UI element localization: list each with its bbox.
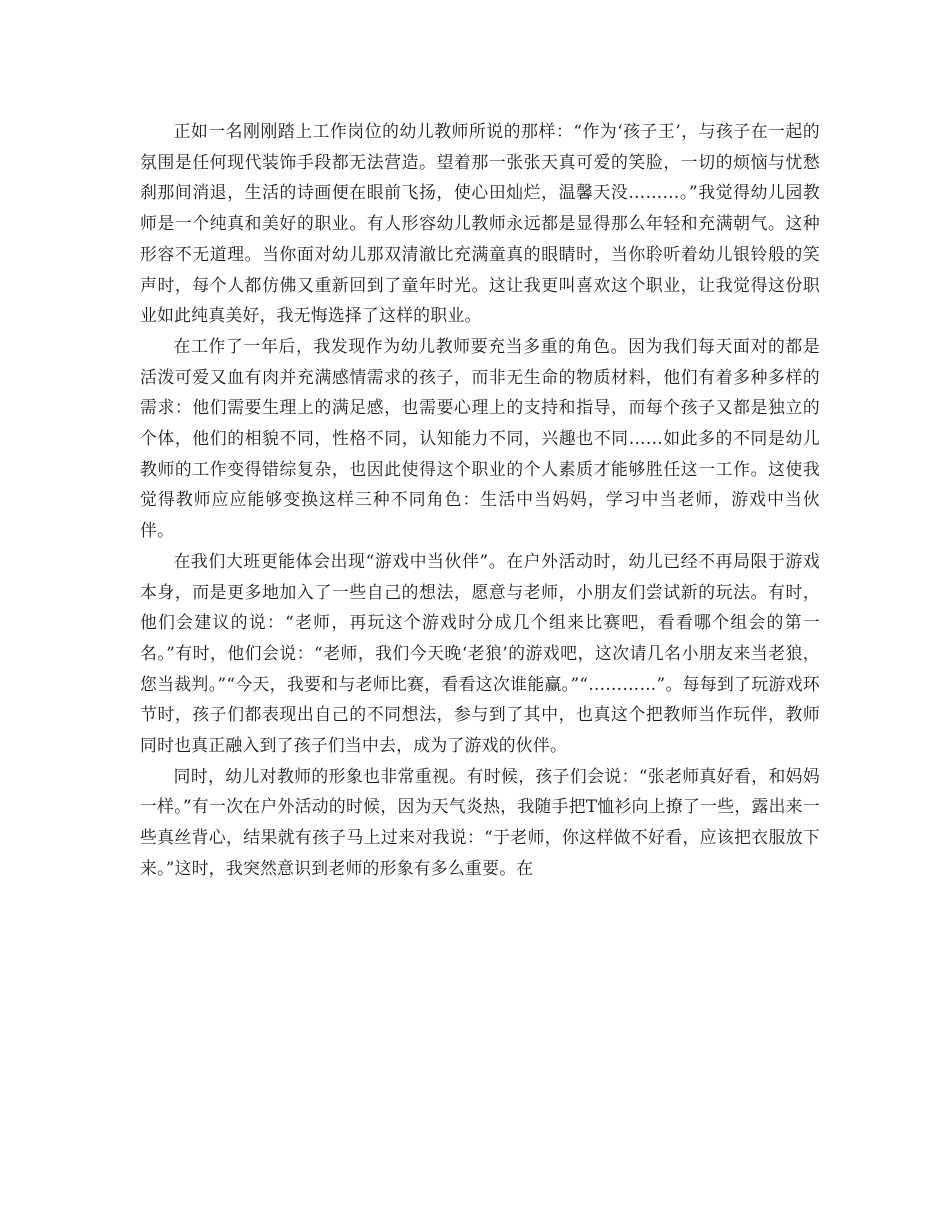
paragraph-3: 在我们大班更能体会出现“游戏中当伙伴”。在户外活动时，幼儿已经不再局限于游戏本身，而是更多地加入了一些自己的想法，愿意与老师，小朋友们尝试新的玩法。有时，他们会建议的说：“老师，再玩这个游戏时分成几个组来比赛吧，看看哪个组会的第一名。”有时，他们会说：“老师，我们今天晚‘老狼’的游戏吧，这次请几名小朋友来当老狼，您当裁判。”“今天，我要和与老师比赛，看看这次谁能赢。”“…………”。每每到了玩游戏环节时，孩子们都表现出自己的不同想法，参与到了其中，也真这个把教师当作玩伴，教师同时也真正融入到了孩子们当中去，成为了游戏的伙伴。: [140, 550, 820, 756]
paragraph-4: 同时，幼儿对教师的形象也非常重视。有时候，孩子们会说：“张老师真好看，和妈妈一样。”有一次在户外活动的时候，因为天气炎热，我随手把T恤衫向上撩了一些，露出来一些真丝背心，结果就有孩子马上过来对我说：“于老师，你这样做不好看，应该把衣服放下来。”这时，我突然意识到老师的形象有多么重要。在: [140, 765, 820, 878]
paragraph-2: 在工作了一年后，我发现作为幼儿教师要充当多重的角色。因为我们每天面对的都是活泼可爱又血有肉并充满感情需求的孩子，而非无生命的物质材料，他们有着多种多样的需求：他们需要生理上的满足感，也需要心理上的支持和指导，而每个孩子又都是独立的个体，他们的相貌不同，性格不同，认知能力不同，兴趣也不同……如此多的不同是幼儿教师的工作变得错综复杂，也因此使得这个职业的个人素质才能够胜任这一工作。这使我觉得教师应应能够变换这样三种不同角色：生活中当妈妈，学习中当老师，游戏中当伙伴。: [140, 335, 820, 541]
document-body: [140, 116, 820, 884]
paragraph-1: 正如一名刚刚踏上工作岗位的幼儿教师所说的那样：“作为‘孩子王’，与孩子在一起的氛围是任何现代装饰手段都无法营造。望着那一张张天真可爱的笑脸，一切的烦恼与忧愁刹那间消退，生活的诗画便在眼前飞扬，使心田灿烂，温馨天没………。”我觉得幼儿园教师是一个纯真和美好的职业。有人形容幼儿教师永远都是显得那么年轻和充满朝气。这种形容不无道理。当你面对幼儿那双清澈比充满童真的眼睛时，当你聆听着幼儿银铃般的笑声时，每个人都仿佛又重新回到了童年时光。这让我更叫喜欢这个职业，让我觉得这份职业如此纯真美好，我无悔选择了这样的职业。: [140, 121, 820, 326]
